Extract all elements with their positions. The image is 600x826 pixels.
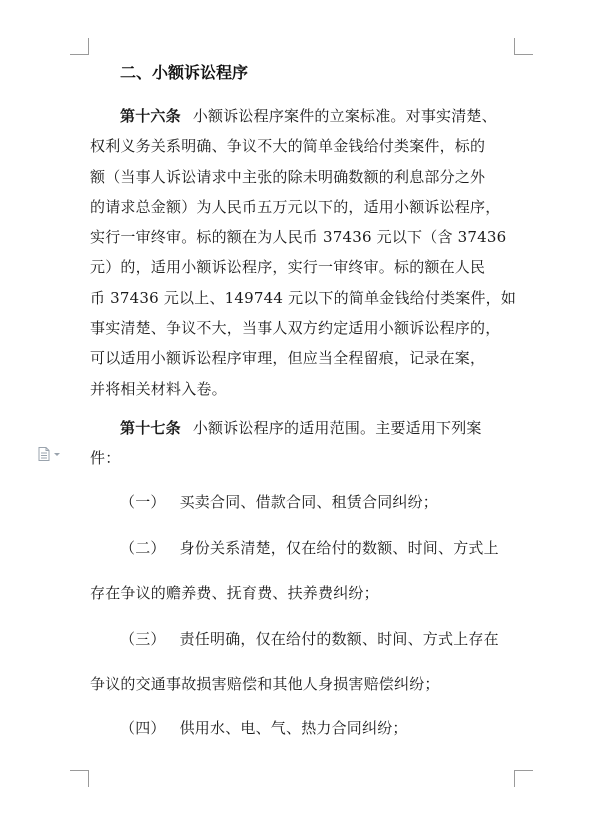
- article-16-line: 可以适用小额诉讼程序审理，但应当全程留痕，记录在案，: [90, 349, 486, 368]
- article-16-line: 权利义务关系明确、争议不大的简单金钱给付类案件，标的: [90, 137, 486, 156]
- article-16-line: 并将相关材料入卷。: [90, 379, 227, 398]
- list-item-text: 身份关系清楚，仅在给付的数额、时间、方式上: [179, 539, 499, 557]
- article-16-line: 额（当事人诉讼请求中主张的除未明确数额的利息部分之外: [90, 167, 486, 186]
- article-17-line: 第十七条 小额诉讼程序的适用范围。主要适用下列案: [120, 419, 482, 437]
- crop-mark-top-left: [70, 38, 89, 55]
- article-16-line: 币 37436 元以上、149744 元以下的简单金钱给付类案件，如: [90, 288, 517, 307]
- crop-mark-top-right: [514, 38, 533, 55]
- list-item-continuation: 争议的交通事故损害赔偿和其他人身损害赔偿纠纷；: [90, 675, 440, 693]
- list-item-number: （四）: [120, 719, 166, 737]
- list-item-number: （二）: [120, 539, 166, 557]
- article-17-line: 件：: [90, 449, 121, 468]
- section-heading: 二、小额诉讼程序: [120, 63, 249, 82]
- list-item-number: （一）: [120, 493, 166, 511]
- article-17-label: 第十七条: [120, 419, 181, 437]
- article-16-line: 的请求总金额）为人民币五万元以下的，适用小额诉讼程序，: [90, 197, 501, 216]
- crop-mark-bottom-right: [514, 770, 533, 787]
- article-16-line: 事实清楚、争议不大，当事人双方约定适用小额诉讼程序的，: [90, 319, 501, 338]
- article-16-line: 实行一审终审。标的额在为人民币 37436 元以下（含 37436: [90, 228, 507, 247]
- article-16: [90, 101, 530, 404]
- list-item-number: （三）: [120, 630, 166, 648]
- list-item: [90, 624, 530, 654]
- crop-mark-bottom-left: [70, 770, 89, 787]
- list-item-text: 责任明确，仅在给付的数额、时间、方式上存在: [179, 630, 499, 648]
- article-16-line: 元）的，适用小额诉讼程序，实行一审终审。标的额在人民: [90, 258, 486, 277]
- document-icon[interactable]: [38, 446, 62, 460]
- list-item-text: 供用水、电、气、热力合同纠纷；: [179, 719, 408, 737]
- list-item-continuation: 存在争议的赡养费、抚育费、扶养费纠纷；: [90, 584, 379, 602]
- article-17: [90, 413, 530, 474]
- list-item: [90, 487, 530, 517]
- list-item: [90, 533, 530, 563]
- list-item: [90, 713, 530, 743]
- article-16-line: 第十六条 小额诉讼程序案件的立案标准。对事实清楚、: [120, 107, 497, 125]
- article-16-label: 第十六条: [120, 107, 181, 125]
- list-item-text: 买卖合同、借款合同、租赁合同纠纷；: [179, 493, 439, 511]
